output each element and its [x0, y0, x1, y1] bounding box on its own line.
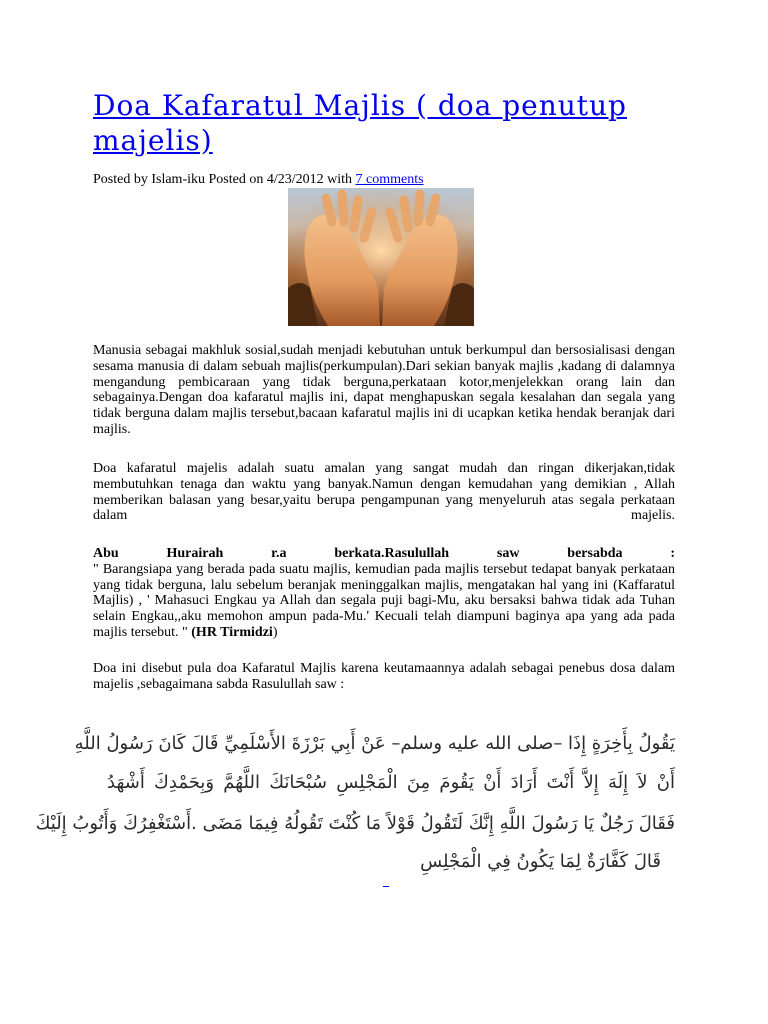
arabic-line: يَقُولُ بِأَخِرَةٍ إِذَا –صلى الله عليه وسلم– عَنْ أَبِي بَرْزَةَ الأَسْلَمِيِّ قَالَ كَانَ رَسُولُ اللَّهِ: [74, 733, 675, 754]
hadith-source-close: ): [272, 624, 278, 640]
post-meta-text: Posted by Islam-iku Posted on 4/23/2012 with: [93, 172, 356, 187]
praying-hands-photo: [288, 188, 474, 326]
hadith-paragraph: [93, 546, 675, 641]
closing-paragraph: Doa ini disebut pula doa Kafaratul Majlis karena keutamaannya adalah sebagai penebus dosa dalam majelis ,sebagaimana sabda Rasulullah saw :: [93, 661, 675, 692]
arabic-line: فَقَالَ رَجُلٌ يَا رَسُولَ اللَّهِ إِنَّكَ لَتَقُولُ قَوْلاً مَا كُنْتَ تَقُولُهُ فِيمَا مَضَى .أَسْتَغْفِرُكَ وَأَتُوبُ إِلَيْكَ: [35, 813, 675, 834]
comments-link[interactable]: 7 comments: [355, 172, 424, 187]
hadith-source: (HR Tirmidzi: [191, 624, 273, 640]
arabic-hadith-text: [35, 717, 675, 877]
virtue-paragraph: Doa kafaratul majelis adalah suatu amalan yang sangat mudah dan ringan dikerjakan,tidak membutuhkan tenaga dan waktu yang banyak.Namun dengan kemudahan yang demikian , Allah memberikan balasan yang besar,yaitu berupa pengampunan yang menyeluruh atas segala perkataan dalam majelis.: [93, 461, 675, 524]
arabic-line: قَالَ كَفَّارَةٌ لِمَا يَكُونُ فِي الْمَجْلِسِ: [420, 851, 661, 872]
hadith-body: " Barangsiapa yang berada pada suatu majlis, kemudian pada majlis tersebut tedapat banyak perkataan yang tidak berguna, lalu sebelum beranjak meninggalkan majlis, mengatakan hal yang ini (Kaffaratul Majlis) , ' Mahasuci Engkau ya Allah dan segala puji bagi-Mu, aku bersaksi bahwa tidak ada Tuhan selain Engkau,,aku memohon ampun pada-Mu.' Kecuali telah diampuni baginya apa yang ada pada majlis tersebut. ": [93, 561, 675, 640]
post-title[interactable]: Doa Kafaratul Majlis ( doa penutup majelis): [93, 89, 627, 157]
hadith-lead: Abu Hurairah r.a berkata.Rasulullah saw bersabda :: [93, 546, 675, 561]
intro-paragraph: Manusia sebagai makhluk sosial,sudah menjadi kebutuhan untuk berkumpul dan bersosialisasi dengan sesama manusia di dalam sebuah majlis(perkumpulan).Dari sekian banyak majlis ,kadang di dalamnya mengandung pembicaraan yang tidak berguna,perkataan kotor,menjelekkan orang lain dan sebagainya.Dengan doa kafaratul majlis ini, dapat menghapuskan segala kesalahan dan segala yang tidak berguna dalam majlis tersebut,bacaan kafaratul majlis ini di ucapkan ketika hendak beranjak dari majlis.: [93, 343, 675, 437]
trailing-link[interactable]: _: [383, 874, 389, 888]
post-meta: [93, 172, 424, 188]
arabic-line: أَنْ لاَ إِلَهَ إِلاَّ أَنْتَ أَرَادَ أَنْ يَقُومَ مِنَ الْمَجْلِسِ سُبْحَانَكَ اللَّهُمَّ وَبِحَمْدِكَ أَشْهَدُ: [107, 772, 675, 793]
